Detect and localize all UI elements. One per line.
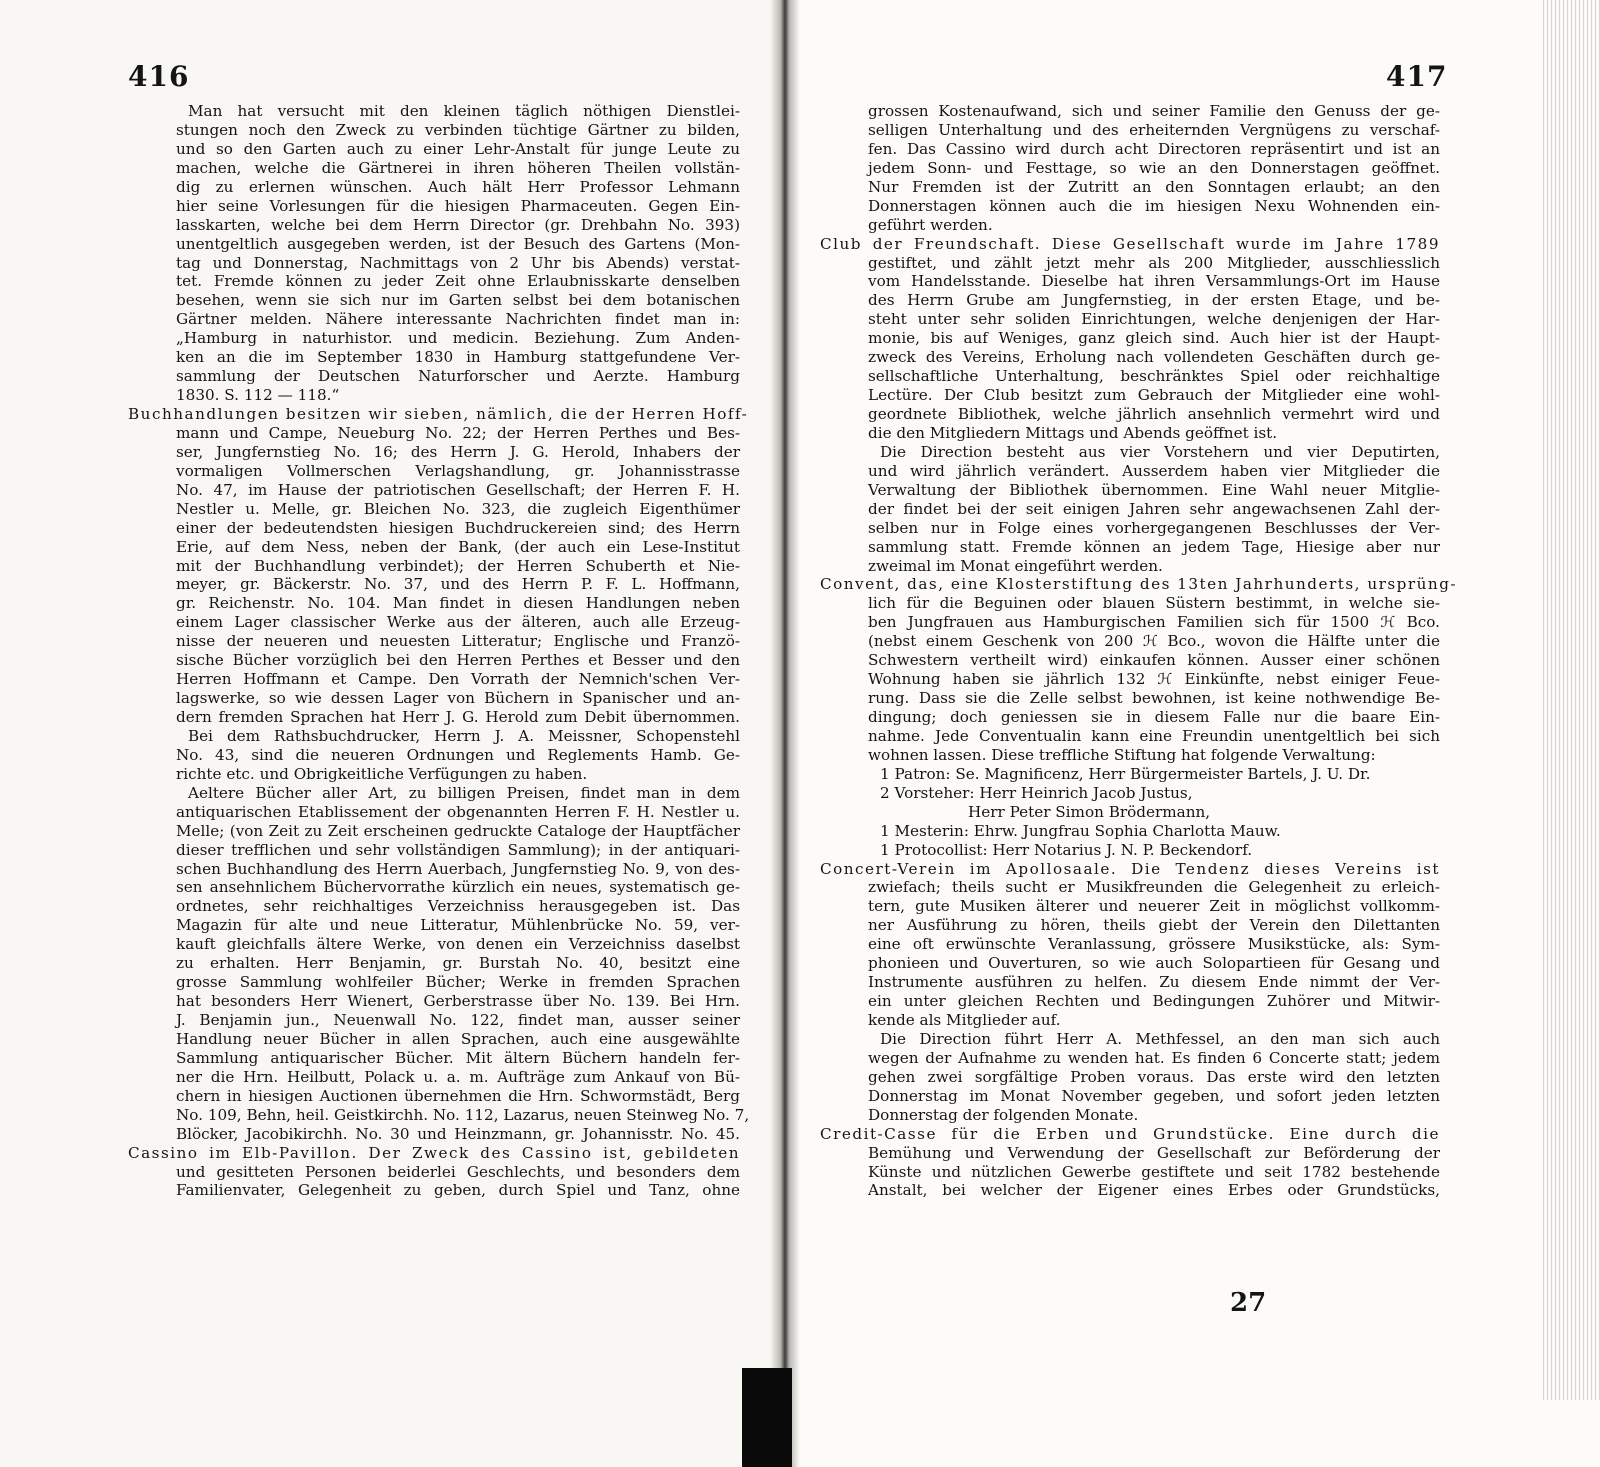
text-line: meyer, gr. Bäckerstr. No. 37, und des Herrn P. F. L. Hoffmann, [176, 575, 740, 594]
text-line: des Herrn Grube am Jungfernstieg, in der ersten Etage, und be- [868, 291, 1440, 310]
text-line: tern, gute Musiken älterer und neuerer Zeit in möglichst vollkomm- [868, 897, 1440, 916]
text-line: Bemühung und Verwendung der Gesellschaft zur Beförderung der [868, 1143, 1440, 1162]
text-line: Man hat versucht mit den kleinen täglich nöthigen Dienstlei- [188, 102, 740, 120]
text-line: Herren Hoffmann et Campe. Den Vorrath der Nemnich'schen Ver- [176, 670, 740, 689]
text-line: lagswerke, so wie dessen Lager von Büchern in Spanischer und an- [176, 689, 740, 708]
text-line: machen, welche die Gärtnerei in ihren höheren Theilen vollstän- [176, 158, 740, 177]
text-line: Handlung neuer Bücher in allen Sprachen, auch eine ausgewählte [176, 1029, 740, 1048]
page-number-left: 416 [128, 60, 190, 93]
text-line: Gärtner melden. Nähere interessante Nachrichten findet man in: [176, 310, 740, 329]
text-line: grossen Kostenaufwand, sich und seiner Familie den Genuss der ge- [868, 102, 1440, 120]
text-line: No. 43, sind die neueren Ordnungen und Reglements Hamb. Ge- [176, 745, 740, 764]
text-line: Nur Fremden ist der Zutritt an den Sonntagen erlaubt; an den [868, 177, 1440, 196]
text-line: tag und Donnerstag, Nachmittags von 2 Uhr bis Abends) verstat- [176, 253, 740, 272]
text-line: schen Buchhandlung des Herrn Auerbach, Jungfernstieg No. 9, von des- [176, 859, 740, 878]
text-line: lasskarten, welche bei dem Herrn Director (gr. Drehbahn No. 393) [176, 215, 740, 234]
text-line: sische Bücher vorzüglich bei den Herren Perthes et Besser und den [176, 651, 740, 670]
text-line: (nebst einem Geschenk von 200 ℋ Bco., wovon die Hälfte unter die [868, 632, 1440, 651]
text-line: 2 Vorsteher: Herr Heinrich Jacob Justus, [880, 783, 1193, 802]
text-line: unentgeltlich ausgegeben werden, ist der Besuch des Gartens (Mon- [176, 234, 740, 253]
text-line: lich für die Beguinen oder blauen Süstern bestimmt, in welche sie- [868, 594, 1440, 613]
text-line: vom Handelsstande. Dieselbe hat ihren Versammlungs-Ort im Hause [868, 272, 1440, 291]
text-line: No. 109, Behn, heil. Geistkirchh. No. 112, Lazarus, neuen Steinweg No. 7, [176, 1105, 750, 1124]
text-line: 1 Protocollist: Herr Notarius J. N. P. Beckendorf. [880, 840, 1253, 859]
page-number-right: 417 [1386, 60, 1448, 93]
text-line: J. Benjamin jun., Neuenwall No. 122, findet man, ausser seiner [176, 1011, 740, 1029]
text-line: ser, Jungfernstieg No. 16; des Herrn J. G. Herold, Inhabers der [176, 442, 740, 461]
text-line: die den Mitgliedern Mittags und Abends geöffnet ist. [868, 423, 1278, 442]
text-line: gr. Reichenstr. No. 104. Man findet in diesen Handlungen neben [176, 594, 740, 613]
text-line: einem Lager classischer Werke aus der älteren, auch alle Erzeug- [176, 613, 740, 632]
text-line: jedem Sonn- und Festtage, so wie an den Donnerstagen geöffnet. [868, 158, 1440, 177]
text-line: der findet bei der seit einigen Jahren sehr angewachsenen Zahl der- [868, 499, 1440, 518]
left-page [0, 0, 790, 1467]
text-line: hat besonders Herr Wienert, Gerberstrasse über No. 139. Bei Hrn. [176, 992, 740, 1011]
text-line: Die Direction besteht aus vier Vorstehern und vier Deputirten, [880, 442, 1440, 461]
text-line: richte etc. und Obrigkeitliche Verfügungen zu haben. [176, 764, 588, 783]
text-line: ordnetes, sehr reichhaltiges Verzeichniss herausgegeben ist. Das [176, 897, 740, 916]
text-line: Concert-Verein im Apollosaale. Die Tendenz dieses Vereins ist [820, 859, 1440, 878]
text-line: gestiftet, und zählt jetzt mehr als 200 Mitglieder, ausschliesslich [868, 253, 1440, 272]
text-line: selligen Unterhaltung und des erheiternden Vergnügens zu verschaf- [868, 120, 1440, 139]
text-line: Die Direction führt Herr A. Methfessel, an den man sich auch [880, 1029, 1440, 1048]
text-line: und wird jährlich verändert. Ausserdem haben vier Mitglieder die [868, 461, 1440, 480]
text-line: phonieen und Ouverturen, so wie auch Solopartieen für Gesang und [868, 954, 1440, 973]
text-line: sammlung der Deutschen Naturforscher und Aerzte. Hamburg [176, 367, 740, 386]
text-line: geordnete Bibliothek, welche jährlich ansehnlich vermehrt wird und [868, 405, 1440, 423]
text-line: Donnerstag im Monat November gegeben, und sofort jeden letzten [868, 1086, 1440, 1105]
text-line: 1830. S. 112 — 118.“ [176, 386, 340, 405]
text-line: kauft gleichfalls ältere Werke, von denen ein Verzeichniss daselbst [176, 935, 740, 954]
text-line: fen. Das Cassino wird durch acht Directoren repräsentirt und ist an [868, 139, 1440, 158]
text-line: geführt werden. [868, 215, 993, 234]
text-line: dig zu erlernen wünschen. Auch hält Herr Professor Lehmann [176, 177, 740, 196]
text-line: Verwaltung der Bibliothek übernommen. Eine Wahl neuer Mitglie- [868, 480, 1440, 499]
text-line: besehen, wenn sie sich nur im Garten selbst bei dem botanischen [176, 291, 740, 310]
text-line: ken an die im September 1830 in Hamburg stattgefundene Ver- [176, 348, 740, 367]
text-line: „Hamburg in naturhistor. und medicin. Beziehung. Zum Anden- [176, 329, 740, 348]
page-edges [1540, 0, 1600, 1400]
text-line: sellschaftliche Unterhaltung, beschränktes Spiel oder reichhaltige [868, 367, 1440, 386]
text-line: 1 Mesterin: Ehrw. Jungfrau Sophia Charlotta Mauw. [880, 821, 1281, 840]
text-line: ner die Hrn. Heilbutt, Polack u. a. m. Aufträge zum Ankauf von Bü- [176, 1067, 740, 1086]
text-line: dern fremden Sprachen hat Herr J. G. Herold zum Debit übernommen. [176, 708, 740, 726]
text-line: Melle; (von Zeit zu Zeit erscheinen gedruckte Cataloge der Hauptfächer [176, 821, 740, 840]
text-line: Anstalt, bei welcher der Eigener eines Erbes oder Grundstücks, [868, 1181, 1440, 1200]
text-line: Instrumente ausführen zu helfen. Zu diesem Ende nimmt der Ver- [868, 973, 1440, 992]
text-line: Convent, das, eine Klosterstiftung des 13ten Jahrhunderts, ursprüng- [820, 575, 1458, 594]
bookmark-tab [742, 1368, 792, 1467]
text-line: dingung; doch geniessen sie in diesem Falle nur die baare Ein- [868, 708, 1440, 726]
text-line: zu erhalten. Herr Benjamin, gr. Burstah No. 40, besitzt eine [176, 954, 740, 973]
text-line: Donnerstag der folgenden Monate. [868, 1105, 1139, 1124]
book-gutter [770, 0, 800, 1467]
text-line: zweimal im Monat eingeführt werden. [868, 556, 1163, 575]
text-line: Sammlung antiquarischer Bücher. Mit ältern Büchern handeln fer- [176, 1048, 740, 1067]
text-line: Wohnung haben sie jährlich 132 ℋ Einkünfte, nebst einiger Feue- [868, 670, 1440, 689]
text-line: und so den Garten auch zu einer Lehr-Anstalt für junge Leute zu [176, 139, 740, 158]
right-page [792, 0, 1600, 1467]
text-line: zweck des Vereins, Erholung nach vollendeten Geschäften durch ge- [868, 348, 1440, 367]
text-line: gehen zwei sorgfältige Proben voraus. Das erste wird den letzten [868, 1067, 1440, 1086]
text-line: rung. Dass sie die Zelle selbst bewohnen, ist keine nothwendige Be- [868, 689, 1440, 708]
text-line: ben Jungfrauen aus Hamburgischen Familien sich für 1500 ℋ Bco. [868, 613, 1440, 632]
text-line: nisse der neueren und neuesten Litteratur; Englische und Franzö- [176, 632, 740, 651]
text-line: mann und Campe, Neueburg No. 22; der Herren Perthes und Bes- [176, 423, 740, 442]
text-line: 1 Patron: Se. Magnificenz, Herr Bürgermeister Bartels, J. U. Dr. [880, 764, 1371, 783]
text-line: Aeltere Bücher aller Art, zu billigen Preisen, findet man in dem [188, 783, 740, 802]
text-line: sammlung statt. Fremde können an jedem Tage, Hiesige aber nur [868, 537, 1440, 556]
text-line: dieser trefflichen und sehr vollständigen Sammlung); in der antiquari- [176, 840, 740, 859]
text-line: ein unter gleichen Rechten und Bedingungen Zuhörer und Mitwir- [868, 992, 1440, 1011]
text-line: grosse Sammlung wohlfeiler Bücher; Werke in fremden Sprachen [176, 973, 740, 992]
text-line: wegen der Aufnahme zu wenden hat. Es finden 6 Concerte statt; jedem [868, 1048, 1440, 1067]
text-line: selben nur in Folge eines vorhergegangenen Beschlusses der Ver- [868, 518, 1440, 537]
text-line: steht unter sehr soliden Einrichtungen, welche denjenigen der Har- [868, 310, 1440, 329]
text-line: Blöcker, Jacobikirchh. No. 30 und Heinzmann, gr. Johannisstr. No. 45. [176, 1124, 740, 1143]
text-line: Cassino im Elb-Pavillon. Der Zweck des Cassino ist, gebildeten [128, 1143, 740, 1162]
text-line: Magazin für alte und neue Litteratur, Mühlenbrücke No. 59, ver- [176, 916, 740, 935]
text-line: vormaligen Vollmerschen Verlagshandlung, gr. Johannisstrasse [176, 461, 740, 480]
text-line: Lectüre. Der Club besitzt zum Gebrauch der Mitglieder eine wohl- [868, 386, 1440, 405]
text-line: Schwestern vertheilt wird) einkaufen können. Ausser einer schönen [868, 651, 1440, 670]
right-page-text [820, 102, 1458, 1200]
text-line: No. 47, im Hause der patriotischen Gesellschaft; der Herren F. H. [176, 480, 740, 499]
text-line: Nestler u. Melle, gr. Bleichen No. 323, die zugleich Eigenthümer [176, 499, 740, 518]
text-line: einer der bedeutendsten hiesigen Buchdruckereien sind; des Herrn [176, 518, 740, 537]
text-line: monie, bis auf Weniges, ganz gleich sind. Auch hier ist der Haupt- [868, 329, 1440, 348]
text-line: chern in hiesigen Auctionen übernehmen die Hrn. Schwormstädt, Berg [176, 1086, 740, 1105]
text-line: Künste und nützlichen Gewerbe gestiftete und seit 1782 bestehende [868, 1162, 1440, 1181]
text-line: sen ansehnlichem Büchervorrathe kürzlich ein neues, systematisch ge- [176, 878, 740, 897]
text-line: stungen noch den Zweck zu verbinden tüchtige Gärtner zu bilden, [176, 120, 740, 139]
text-line: nahme. Jede Conventualin kann eine Freundin unentgeltlich bei sich [868, 726, 1440, 745]
left-page-text [128, 102, 750, 1200]
signature-mark: 27 [1230, 1288, 1267, 1318]
text-line: antiquarischen Etablissement der obgenannten Herren F. H. Nestler u. [176, 802, 740, 821]
text-line: Buchhandlungen besitzen wir sieben, nämlich, die der Herren Hoff- [128, 405, 749, 423]
text-line: wohnen lassen. Diese treffliche Stiftung hat folgende Verwaltung: [868, 745, 1376, 764]
text-line: und gesitteten Personen beiderlei Geschlechts, und besonders dem [176, 1162, 740, 1181]
text-line: Erie, auf dem Ness, neben der Bank, (der auch ein Lese-Institut [176, 537, 740, 556]
text-line: tet. Fremde können zu jeder Zeit ohne Erlaubnisskarte denselben [176, 272, 740, 291]
text-line: hier seine Vorlesungen für die hiesigen Pharmaceuten. Gegen Ein- [176, 196, 740, 215]
text-line: Donnerstagen können auch die im hiesigen Nexu Wohnenden ein- [868, 196, 1440, 215]
text-line: Bei dem Rathsbuchdrucker, Herrn J. A. Meissner, Schopenstehl [188, 726, 740, 745]
text-line: eine oft erwünschte Veranlassung, grössere Musikstücke, als: Sym- [868, 935, 1440, 954]
text-line: Club der Freundschaft. Diese Gesellschaft wurde im Jahre 1789 [820, 234, 1440, 253]
text-line: Credit-Casse für die Erben und Grundstücke. Eine durch die [820, 1124, 1440, 1143]
text-line: Herr Peter Simon Brödermann, [968, 802, 1211, 821]
text-line: zwiefach; theils sucht er Musikfreunden die Gelegenheit zu erleich- [868, 878, 1440, 897]
text-line: Familienvater, Gelegenheit zu geben, durch Spiel und Tanz, ohne [176, 1181, 740, 1200]
text-line: mit der Buchhandlung verbindet); der Herren Schuberth et Nie- [176, 556, 740, 575]
text-line: ner Ausführung zu hören, theils giebt der Verein den Dilettanten [868, 916, 1440, 935]
text-line: kende als Mitglieder auf. [868, 1011, 1061, 1029]
